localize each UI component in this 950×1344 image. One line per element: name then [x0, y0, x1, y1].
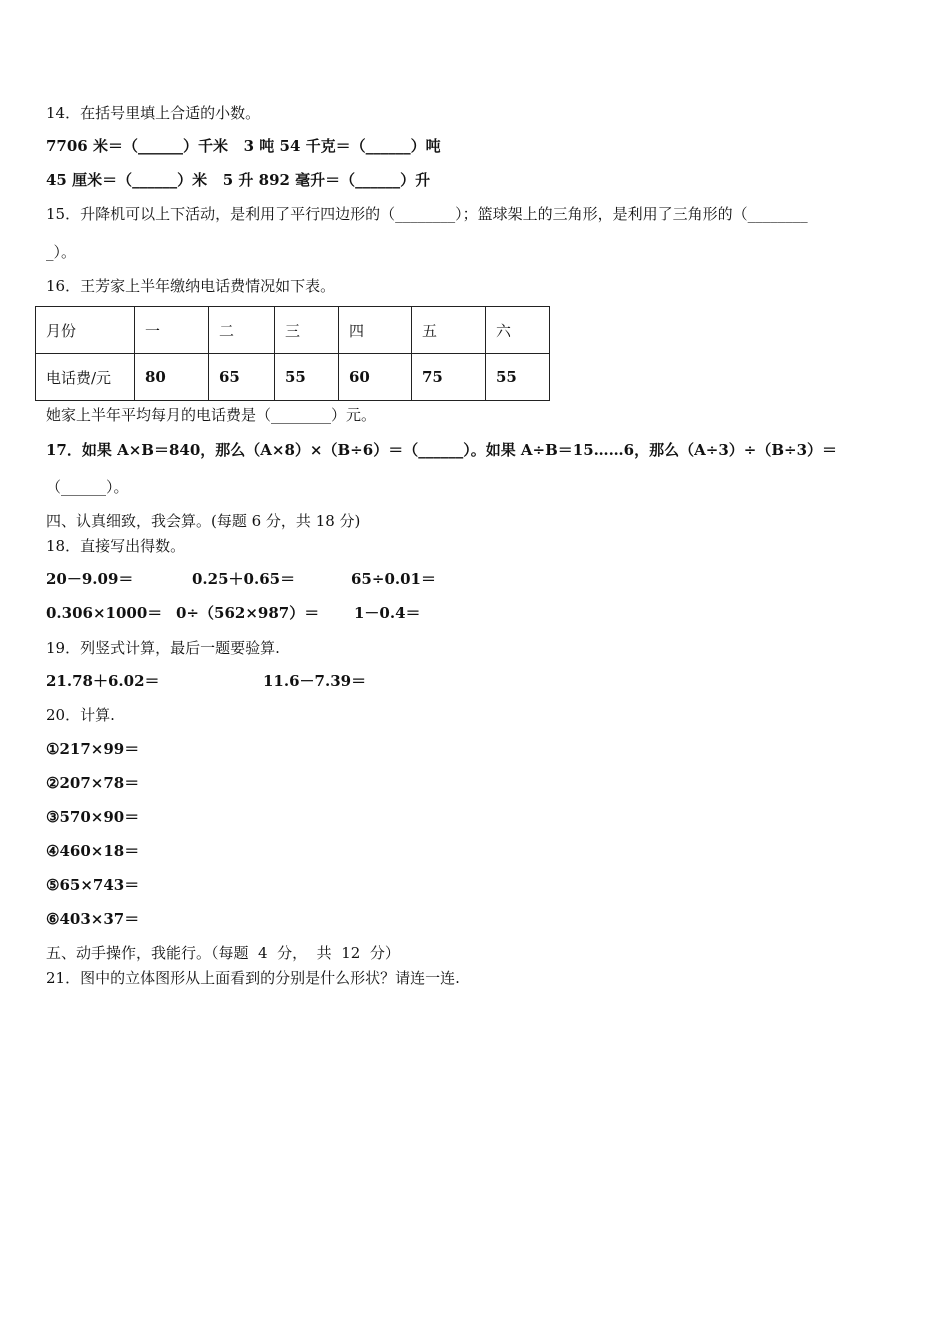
- q19-item: 21.78＋6.02＝: [46, 672, 160, 690]
- table-header-cell: 二: [209, 307, 275, 354]
- q18-item: 0.25＋0.65＝: [192, 570, 296, 588]
- q18-title: 18．直接写出得数。: [46, 537, 186, 555]
- q20-item: ①217×99＝: [46, 740, 140, 758]
- q16-after: 她家上半年平均每月的电话费是（________）元。: [46, 406, 377, 424]
- table-cell: 60: [339, 354, 412, 401]
- q18-item: 0÷（562×987）＝: [176, 604, 320, 622]
- q20-item: ②207×78＝: [46, 774, 140, 792]
- q18-item: 20－9.09＝: [46, 570, 134, 588]
- table-row: [36, 307, 550, 354]
- q14-title: 14．在括号里填上合适的小数。: [46, 104, 261, 122]
- table-cell: 75: [412, 354, 486, 401]
- q14-line-1: 7706 米＝（______）千米 3 吨 54 千克＝（______）吨: [46, 137, 441, 155]
- section-4-heading: 四、认真细致，我会算。(每题 6 分，共 18 分): [46, 512, 361, 530]
- q17-line-2: （______）。: [46, 478, 129, 496]
- table-cell: 65: [209, 354, 275, 401]
- table-row: [36, 354, 550, 401]
- q20-item: ⑤65×743＝: [46, 876, 140, 894]
- q18-item: 1－0.4＝: [354, 604, 421, 622]
- q18-item: 0.306×1000＝: [46, 604, 163, 622]
- table-cell: 80: [135, 354, 209, 401]
- q21-title: 21．图中的立体图形从上面看到的分别是什么形状？请连一连.: [46, 969, 460, 987]
- q15-line-1: 15．升降机可以上下活动，是利用了平行四边形的（________）；篮球架上的三角形，是利用了三角形的（________: [46, 205, 808, 223]
- table-header-cell: 四: [339, 307, 412, 354]
- table-cell: 电话费/元: [36, 354, 135, 401]
- q19-title: 19．列竖式计算，最后一题要验算.: [46, 639, 280, 657]
- table-cell: 55: [486, 354, 550, 401]
- q20-item: ③570×90＝: [46, 808, 140, 826]
- q18-item: 65÷0.01＝: [351, 570, 436, 588]
- table-header-cell: 月份: [36, 307, 135, 354]
- q17-line-1: 17．如果 A×B＝840，那么（A×8）×（B÷6）＝（______）。如果 A÷B＝15……6，那么（A÷3）÷（B÷3）＝: [46, 441, 838, 459]
- q14-line-2: 45 厘米＝（______）米 5 升 892 毫升＝（______）升: [46, 171, 431, 189]
- section-5-heading: 五、动手操作，我能行。（每题 4 分， 共 12 分）: [46, 944, 400, 962]
- table-header-cell: 一: [135, 307, 209, 354]
- q20-title: 20．计算.: [46, 706, 115, 724]
- table-header-cell: 三: [275, 307, 339, 354]
- q16-title: 16．王芳家上半年缴纳电话费情况如下表。: [46, 277, 336, 295]
- q15-line-2: _）。: [46, 243, 77, 261]
- q20-item: ⑥403×37＝: [46, 910, 140, 928]
- q19-item: 11.6－7.39＝: [263, 672, 367, 690]
- table-cell: 55: [275, 354, 339, 401]
- table-header-cell: 六: [486, 307, 550, 354]
- table-header-cell: 五: [412, 307, 486, 354]
- phone-fee-table: [35, 306, 550, 401]
- q20-item: ④460×18＝: [46, 842, 140, 860]
